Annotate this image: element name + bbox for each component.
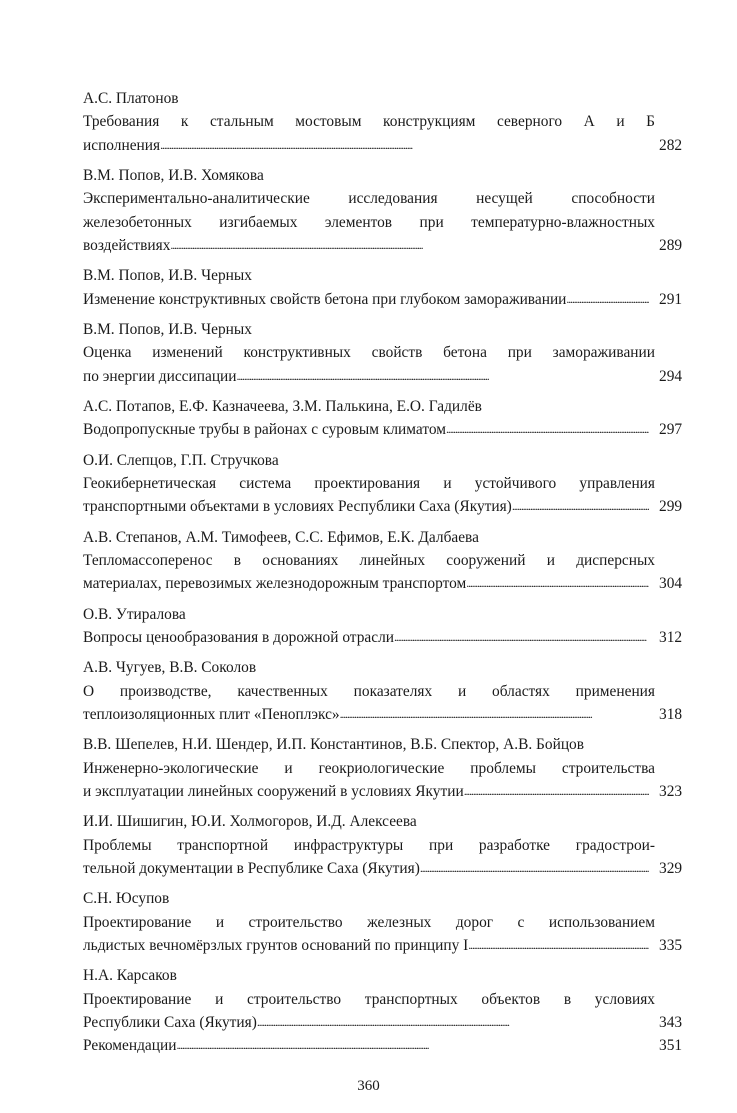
entry-title-line: Проектирование и строительство железных дорог с использованием — [83, 913, 655, 931]
entry-title-line: Оценка изменений конструктивных свойств бетона при замораживании — [83, 344, 655, 362]
entry-title-line: Экспериментально-аналитические исследования несущей способности — [83, 190, 655, 208]
dot-leader — [466, 572, 649, 595]
entry-title-last-line — [83, 934, 681, 957]
entry-authors: А.В. Степанов, А.М. Тимофеев, С.С. Ефимов, Е.К. Далбаева — [83, 528, 479, 546]
entry-authors: О.В. Утиралова — [83, 605, 186, 623]
entry-title-line: О производстве, качественных показателях и областях применения — [83, 682, 655, 700]
toc-entry — [83, 526, 681, 596]
dot-leader — [420, 857, 649, 880]
entry-authors: И.И. Шишигин, Ю.И. Холмогоров, И.Д. Алексеева — [83, 813, 417, 831]
dot-leader — [394, 626, 649, 649]
dot-leader — [446, 418, 649, 441]
dot-leader — [237, 365, 649, 388]
entry-page-number: 282 — [659, 136, 683, 154]
entry-title-line: Изменение конструктивных свойств бетона при глубоком замораживании — [83, 290, 567, 308]
table-of-contents — [83, 87, 681, 1065]
entry-title-last-line — [83, 418, 681, 441]
entry-authors: В.М. Попов, И.В. Черных — [83, 267, 252, 285]
toc-entry — [83, 318, 681, 388]
dot-leader — [257, 1011, 649, 1034]
entry-authors: А.В. Чугуев, В.В. Соколов — [83, 659, 257, 677]
toc-entry — [83, 395, 681, 442]
entry-title-line: Рекомендации — [83, 1037, 177, 1055]
entry-title-line: Геокибернетическая система проектирования и устойчивого управления — [83, 474, 655, 492]
entry-page-number: 299 — [659, 498, 683, 516]
entry-page-number: 343 — [659, 1013, 683, 1031]
entry-title-line: Проектирование и строительство транспортных объектов в условиях — [83, 990, 655, 1008]
entry-title-line: и эксплуатации линейных сооружений в условиях Якутии — [83, 782, 464, 800]
entry-title-last-line — [83, 1034, 681, 1057]
entry-title-line: Инженерно-экологические и геокриологические проблемы строительства — [83, 759, 655, 777]
toc-entry — [83, 733, 681, 803]
toc-entry — [83, 264, 681, 311]
entry-page-number: 294 — [659, 367, 683, 385]
toc-entry — [83, 810, 681, 880]
entry-title-line: теплоизоляционных плит «Пеноплэкс» — [83, 705, 340, 723]
entry-authors: В.М. Попов, И.В. Хомякова — [83, 166, 264, 184]
entry-title-last-line — [83, 288, 681, 311]
entry-title-last-line — [83, 703, 681, 726]
entry-page-number: 297 — [659, 421, 683, 439]
entry-authors: С.Н. Юсупов — [83, 890, 170, 908]
toc-entry — [83, 603, 681, 650]
entry-authors: В.В. Шепелев, Н.И. Шендер, И.П. Константинов, В.Б. Спектор, А.В. Бойцов — [83, 736, 585, 754]
entry-title-line: материалах, перевозимых железнодорожным транспортом — [83, 575, 467, 593]
entry-authors: А.С. Потапов, Е.Ф. Казначеева, З.М. Палькина, Е.О. Гадилёв — [83, 397, 482, 415]
dot-leader — [176, 1034, 649, 1057]
dot-leader — [468, 934, 649, 957]
entry-title-line: Проблемы транспортной инфраструктуры при разработке градострои- — [83, 836, 655, 854]
toc-entry — [83, 656, 681, 726]
entry-title-last-line — [83, 1011, 681, 1034]
entry-page-number: 335 — [659, 936, 683, 954]
toc-entry — [83, 164, 681, 257]
entry-title-last-line — [83, 134, 681, 157]
entry-title-last-line — [83, 780, 681, 803]
entry-title-line: железобетонных изгибаемых элементов при температурно-влажностных — [83, 213, 655, 231]
entry-title-line: по энергии диссипации — [83, 367, 237, 385]
dot-leader — [340, 703, 649, 726]
entry-title-line: Республики Саха (Якутия) — [83, 1013, 257, 1031]
entry-title-line: Водопропускные трубы в районах с суровым климатом — [83, 421, 446, 439]
entry-page-number: 291 — [659, 290, 683, 308]
entry-authors: А.С. Платонов — [83, 90, 179, 107]
entry-page-number: 289 — [659, 236, 683, 254]
toc-entry — [83, 964, 681, 1034]
entry-title-last-line — [83, 365, 681, 388]
entry-page-number: 304 — [659, 575, 683, 593]
dot-leader — [512, 495, 649, 518]
toc-entry — [83, 87, 681, 157]
entry-title-last-line — [83, 857, 681, 880]
entry-authors: О.И. Слепцов, Г.П. Стручкова — [83, 451, 279, 469]
entry-title-last-line — [83, 572, 681, 595]
toc-entry — [83, 1034, 681, 1057]
entry-page-number: 351 — [659, 1037, 683, 1055]
dot-leader — [170, 234, 649, 257]
page-number: 360 — [357, 1078, 380, 1094]
entry-title-line: тельной документации в Республике Саха (Якутия) — [83, 859, 420, 877]
entry-title-last-line — [83, 626, 681, 649]
entry-page-number: 318 — [659, 705, 683, 723]
entry-title-line: исполнения — [83, 136, 161, 154]
entry-title-line: Тепломассоперенос в основаниях линейных сооружений и дисперсных — [83, 551, 655, 569]
dot-leader — [566, 288, 649, 311]
toc-entry — [83, 449, 681, 519]
entry-title-last-line — [83, 495, 681, 518]
entry-title-line: Вопросы ценообразования в дорожной отрасли — [83, 628, 394, 646]
entry-page-number: 329 — [659, 859, 683, 877]
entry-authors: В.М. Попов, И.В. Черных — [83, 320, 252, 338]
entry-page-number: 312 — [659, 628, 683, 646]
dot-leader — [160, 134, 649, 157]
entry-title-line: воздействиях — [83, 236, 171, 254]
toc-entry — [83, 887, 681, 957]
dot-leader — [464, 780, 649, 803]
entry-title-line: Требования к стальным мостовым конструкциям северного А и Б — [83, 113, 655, 131]
entry-title-line: транспортными объектами в условиях Республики Саха (Якутия) — [83, 498, 512, 516]
entry-page-number: 323 — [659, 782, 683, 800]
entry-title-line: льдистых вечномёрзлых грунтов оснований по принципу I — [83, 936, 469, 954]
entry-title-last-line — [83, 234, 681, 257]
entry-authors: Н.А. Карсаков — [83, 967, 177, 985]
